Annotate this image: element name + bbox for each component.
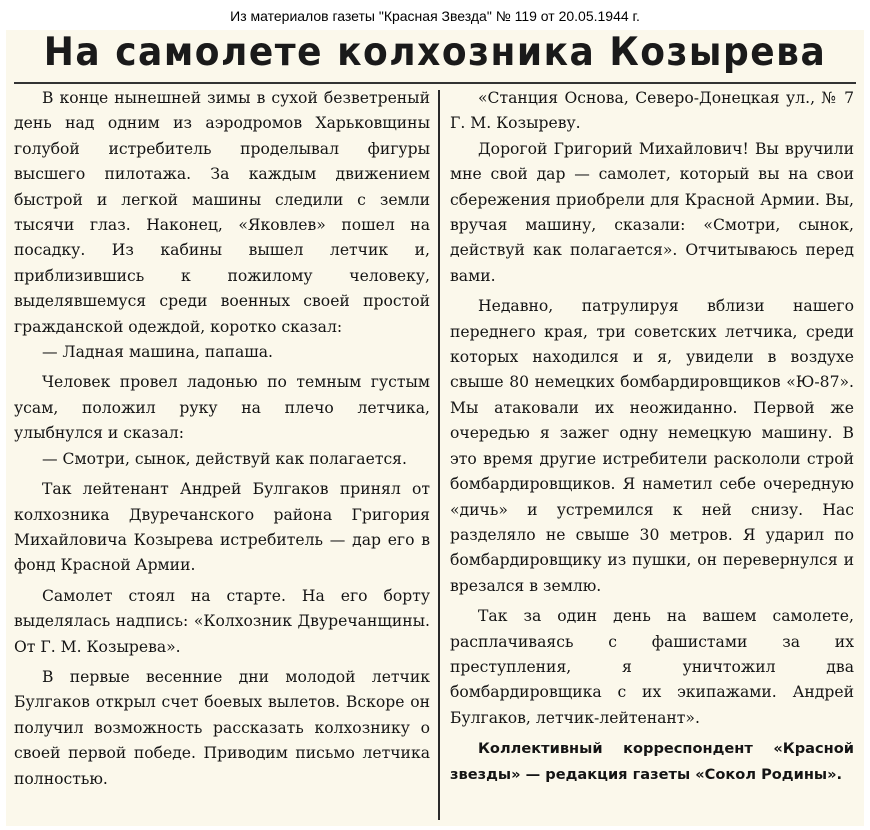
paragraph: Человек провел ладонью по темным густым усам, положил руку на плечо летчика, улыбнулся и сказал: [14,373,430,443]
signature: Коллективный корреспондент «Красной звезды» — редакция газеты «Сокол Родины». [450,740,854,783]
left-column [14,86,430,792]
column-divider [438,90,440,820]
paragraph: Самолет стоял на старте. На его борту выделялась надпись: «Колхозник Двуречанщины. От Г. М. Козырева». [14,586,430,656]
headline-rule [14,82,856,84]
paragraph: Недавно, патрулируя вблизи нашего переднего края, три советских летчика, среди которых находился и я, увидели в воздухе свыше 80 немецких бомбардировщиков «Ю-87». Мы атаковали их неожиданно. Первой же очередью я зажег одну немецкую машину. В это время другие истребители раскололи строй бомбардировщиков. Я наметил себе очередную «дичь» и устремился к ней снизу. Нас разделяло не свыше 30 метров. Я ударил по бомбардировщику из пушки, он перевернулся и врезался в землю. [450,297,854,595]
paragraph: В конце нынешней зимы в сухой безветреный день над одним из аэродромов Харьковщины голубой истребитель проделывал фигуры высшего пилотажа. За каждым движением быстрой и легкой машины следили с земли тысячи глаз. Наконец, «Яковлев» пошел на посадку. Из кабины вышел летчик и, приблизившись к пожилому человеку, выделявшемуся среди военных своей простой гражданской одеждой, коротко сказал: [14,89,430,336]
right-column [450,86,854,787]
paragraph: Так лейтенант Андрей Булгаков принял от колхозника Двуречанского района Григория Михайловича Козырева истребитель — дар его в фонд Красной Армии. [14,480,430,575]
source-caption: Из материалов газеты "Красная Звезда" № 119 от 20.05.1944 г. [230,8,640,24]
article-headline: На самолете колхозника Козырева [43,30,827,75]
paragraph: — Ладная машина, папаша. [42,343,273,362]
paragraph: Дорогой Григорий Михайлович! Вы вручили мне свой дар — самолет, который вы на свои сбережения приобрели для Красной Армии. Вы, вручая машину, сказали: «Смотри, сынок, действуй как полагается». Отчитываюсь перед вами. [450,139,854,285]
paragraph: В первые весенние дни молодой летчик Булгаков открыл счет боевых вылетов. Вскоре он получил возможность рассказать колхознику о своей первой победе. Приводим письмо летчика полностью. [14,667,430,788]
letter-address: «Станция Основа, Северо-Донецкая ул., № 7 Г. М. Козыреву. [450,89,854,133]
paragraph: — Смотри, сынок, действуй как полагается. [42,449,407,468]
newspaper-clipping [6,30,864,826]
paragraph: Так за один день на вашем самолете, расплачиваясь с фашистами за их преступления, я уничтожил два бомбардировщика с их экипажами. Андрей Булгаков, летчик-лейтенант». [450,607,854,727]
